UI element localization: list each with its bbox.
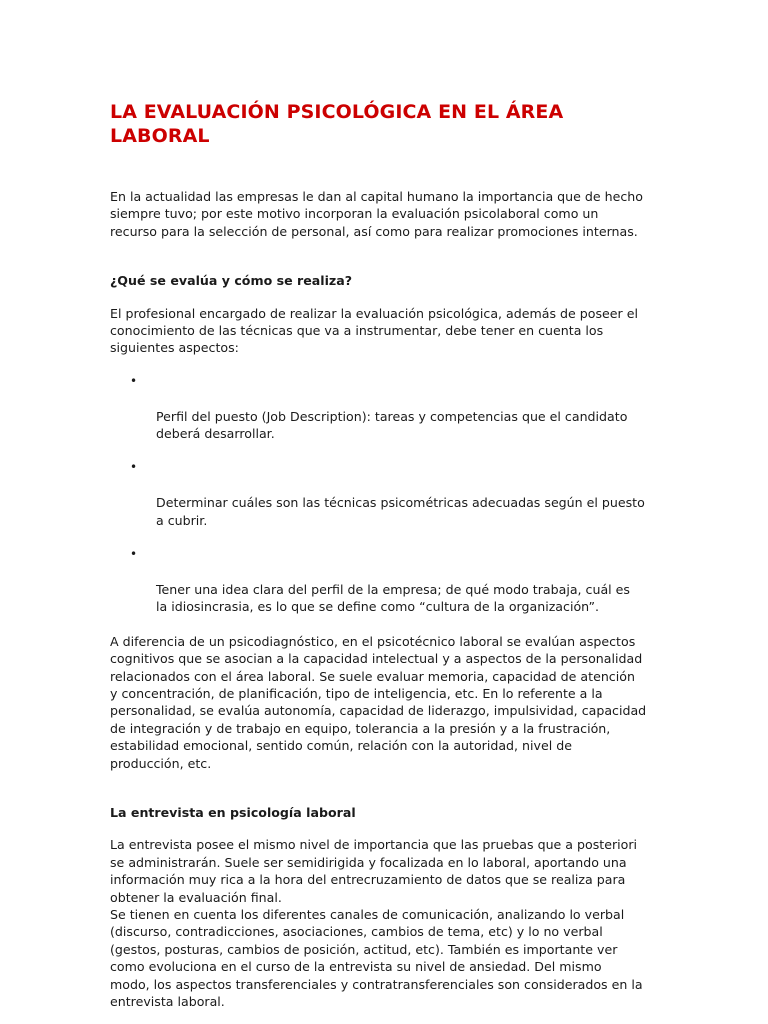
bullet-icon: • xyxy=(130,460,138,475)
section1-closing-paragraph: A diferencia de un psicodiagnóstico, en el psicotécnico laboral se evalúan aspectos cognitivos que se asocian a la capacidad intelectual y a aspectos de la personalidad relacionados con el área laboral. Se suele evaluar memoria, capacidad de atención y concentración, de planificación, tipo de inteligencia, etc. En lo referente a la personalidad, se evalúa autonomía, capacidad de liderazgo, impulsividad, capacidad de integración y de trabajo en equipo, tolerancia a la presión y a la frustración, estabilidad emocional, sentido común, relación con la autoridad, nivel de producción, etc. xyxy=(110,633,647,771)
bullet-icon: • xyxy=(130,373,138,388)
list-item-text: Tener una idea clara del perfil de la empresa; de qué modo trabaja, cuál es la idiosincrasia, es lo que se define como “cultura de la organización”. xyxy=(156,581,630,615)
list-item-text: Perfil del puesto (Job Description): tareas y competencias que el candidato deberá desarrollar. xyxy=(156,408,628,442)
intro-paragraph: En la actualidad las empresas le dan al capital humano la importancia que de hecho siempre tuvo; por este motivo incorporan la evaluación psicolaboral como un recurso para la selección de personal, así como para realizar promociones internas. xyxy=(110,189,643,239)
section-heading-entrevista: La entrevista en psicología laboral xyxy=(110,804,356,820)
section2-paragraph: La entrevista posee el mismo nivel de importancia que las pruebas que a posteriori se administrarán. Suele ser semidirigida y focalizada en lo laboral, aportando una información muy rica a la hora del entrecruzamiento de datos que se realiza para obtener la evaluación final. Se tienen en cuenta los diferentes canales de comunicación, analizando lo verbal (discurso, contradicciones, asociaciones, cambios de tema, etc) y lo no verbal (gestos, posturas, cambios de posición, actitud, etc). También es importante ver como evoluciona en el curso de la entrevista su nivel de ansiedad. Del mismo modo, los aspectos transferenciales y contratransferenciales son considerados en la entrevista laboral. xyxy=(110,837,643,1010)
list-item-text: Determinar cuáles son las técnicas psicométricas adecuadas según el puesto a cubrir. xyxy=(156,495,645,528)
bullet-icon: • xyxy=(130,547,138,562)
aspects-list xyxy=(110,373,670,616)
list-item xyxy=(110,459,670,529)
list-item xyxy=(110,373,670,443)
section1-paragraph: El profesional encargado de realizar la evaluación psicológica, además de poseer el conocimiento de las técnicas que va a instrumentar, debe tener en cuenta los siguientes aspectos: xyxy=(110,305,638,356)
document-title: LA EVALUACIÓN PSICOLÓGICA EN EL ÁREA LABORAL xyxy=(110,101,564,147)
list-item xyxy=(110,546,670,616)
document-page xyxy=(110,100,670,1010)
section-heading-que-se-evalua: ¿Qué se evalúa y cómo se realiza? xyxy=(110,273,353,289)
